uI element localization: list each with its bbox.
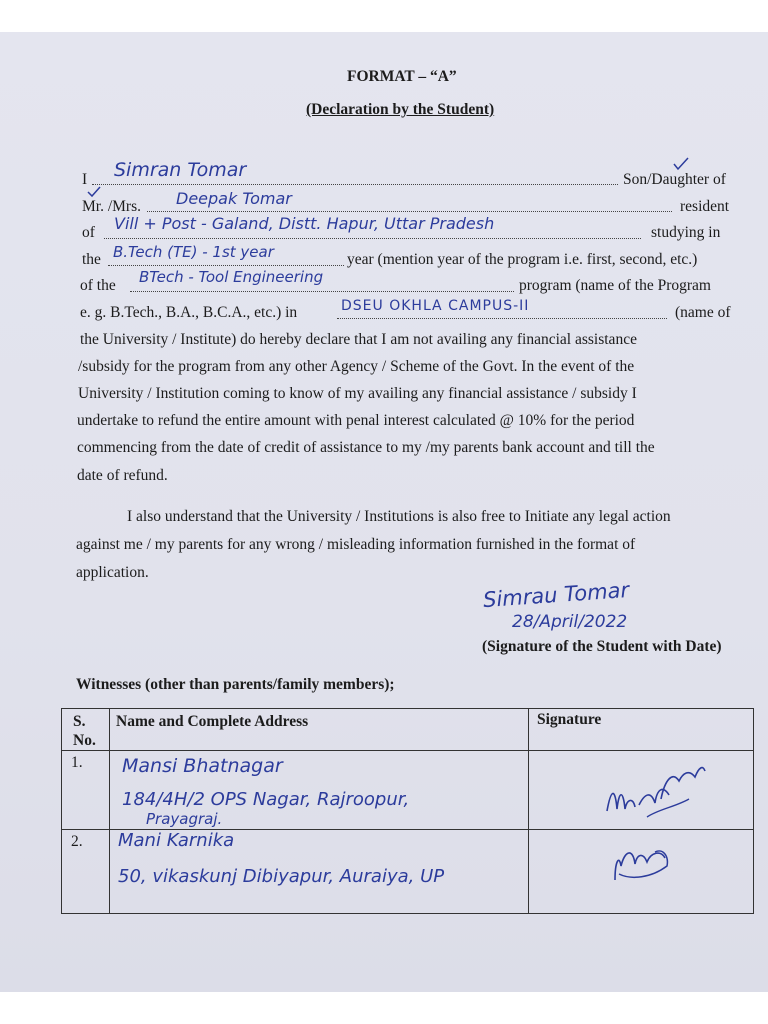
witness-signature bbox=[607, 840, 677, 890]
body-line: date of refund. bbox=[77, 467, 168, 484]
witness-signature bbox=[599, 759, 709, 821]
row-sno: 2. bbox=[71, 833, 83, 850]
line4-suffix: year (mention year of the program i.e. first, second, etc.) bbox=[347, 251, 698, 268]
address-field: Vill + Post - Galand, Distt. Hapur, Uttar Pradesh bbox=[114, 214, 495, 233]
col-header-sno: S. No. bbox=[73, 713, 96, 749]
col-header-name: Name and Complete Address bbox=[116, 713, 309, 730]
table-row bbox=[62, 751, 754, 830]
dotted-line bbox=[104, 237, 641, 239]
body-line: University / Institution coming to know of my availing any financial assistance / subsidy I bbox=[78, 385, 637, 402]
body-line: undertake to refund the entire amount with penal interest calculated @ 10% for the period bbox=[77, 412, 635, 429]
dotted-line bbox=[92, 183, 618, 185]
line4-prefix: the bbox=[82, 251, 101, 268]
body-line: commencing from the date of credit of assistance to my /my parents bank account and till the bbox=[77, 439, 655, 456]
witness-table bbox=[61, 708, 754, 914]
line5-suffix: program (name of the Program bbox=[519, 277, 711, 294]
dotted-line bbox=[147, 210, 672, 212]
program-name-field: BTech - Tool Engineering bbox=[139, 268, 324, 286]
tick-mark-icon bbox=[87, 186, 101, 198]
line5-prefix: of the bbox=[80, 277, 116, 294]
tick-mark-icon bbox=[673, 157, 689, 171]
line3-prefix: of bbox=[82, 224, 95, 241]
dotted-line bbox=[108, 264, 344, 266]
para2-line: against me / my parents for any wrong / misleading information furnished in the format of bbox=[76, 536, 636, 553]
witnesses-heading: Witnesses (other than parents/family members); bbox=[76, 676, 395, 693]
witness-name: Mansi Bhatnagar bbox=[122, 755, 283, 777]
para2-line: I also understand that the University / Institutions is also free to Initiate any legal action bbox=[127, 508, 671, 525]
para2-line: application. bbox=[76, 564, 149, 581]
table-header-row bbox=[62, 709, 754, 751]
body-line: /subsidy for the program from any other Agency / Scheme of the Govt. In the event of the bbox=[78, 358, 635, 375]
institute-field: DSEU OKHLA CAMPUS-II bbox=[341, 298, 530, 314]
bottom-margin bbox=[0, 992, 768, 1024]
witness-name: Mani Karnika bbox=[118, 830, 235, 851]
dotted-line bbox=[337, 317, 667, 319]
line2-suffix: resident bbox=[680, 198, 730, 215]
table-row bbox=[62, 830, 754, 914]
witness-address: 50, vikaskunj Dibiyapur, Auraiya, UP bbox=[118, 866, 445, 887]
line1-suffix: Son/Daughter of bbox=[623, 171, 726, 188]
parent-name-field: Deepak Tomar bbox=[176, 189, 292, 208]
witness-address: Prayagraj. bbox=[146, 810, 223, 828]
signature-caption: (Signature of the Student with Date) bbox=[482, 638, 722, 655]
declaration-subtitle: (Declaration by the Student) bbox=[306, 101, 495, 118]
line2-prefix: Mr. /Mrs. bbox=[82, 198, 141, 215]
line6-prefix: e. g. B.Tech., B.A., B.C.A., etc.) in bbox=[80, 304, 298, 321]
line3-suffix: studying in bbox=[651, 224, 721, 241]
program-year-field: B.Tech (TE) - 1st year bbox=[113, 243, 274, 261]
dotted-line bbox=[130, 290, 514, 292]
student-signature: Simrau Tomar bbox=[482, 577, 630, 613]
line6-suffix: (name of bbox=[675, 304, 731, 321]
signature-date: 28/April/2022 bbox=[512, 612, 628, 632]
line1-prefix: I bbox=[82, 171, 88, 188]
col-header-signature: Signature bbox=[537, 711, 602, 728]
top-margin bbox=[0, 0, 768, 32]
witness-address: 184/4H/2 OPS Nagar, Rajroopur, bbox=[122, 789, 410, 810]
body-line: the University / Institute) do hereby declare that I am not availing any financial assistance bbox=[80, 331, 637, 348]
format-title: FORMAT – “A” bbox=[347, 68, 457, 85]
student-name-field: Simran Tomar bbox=[114, 159, 247, 181]
row-sno: 1. bbox=[71, 754, 83, 771]
